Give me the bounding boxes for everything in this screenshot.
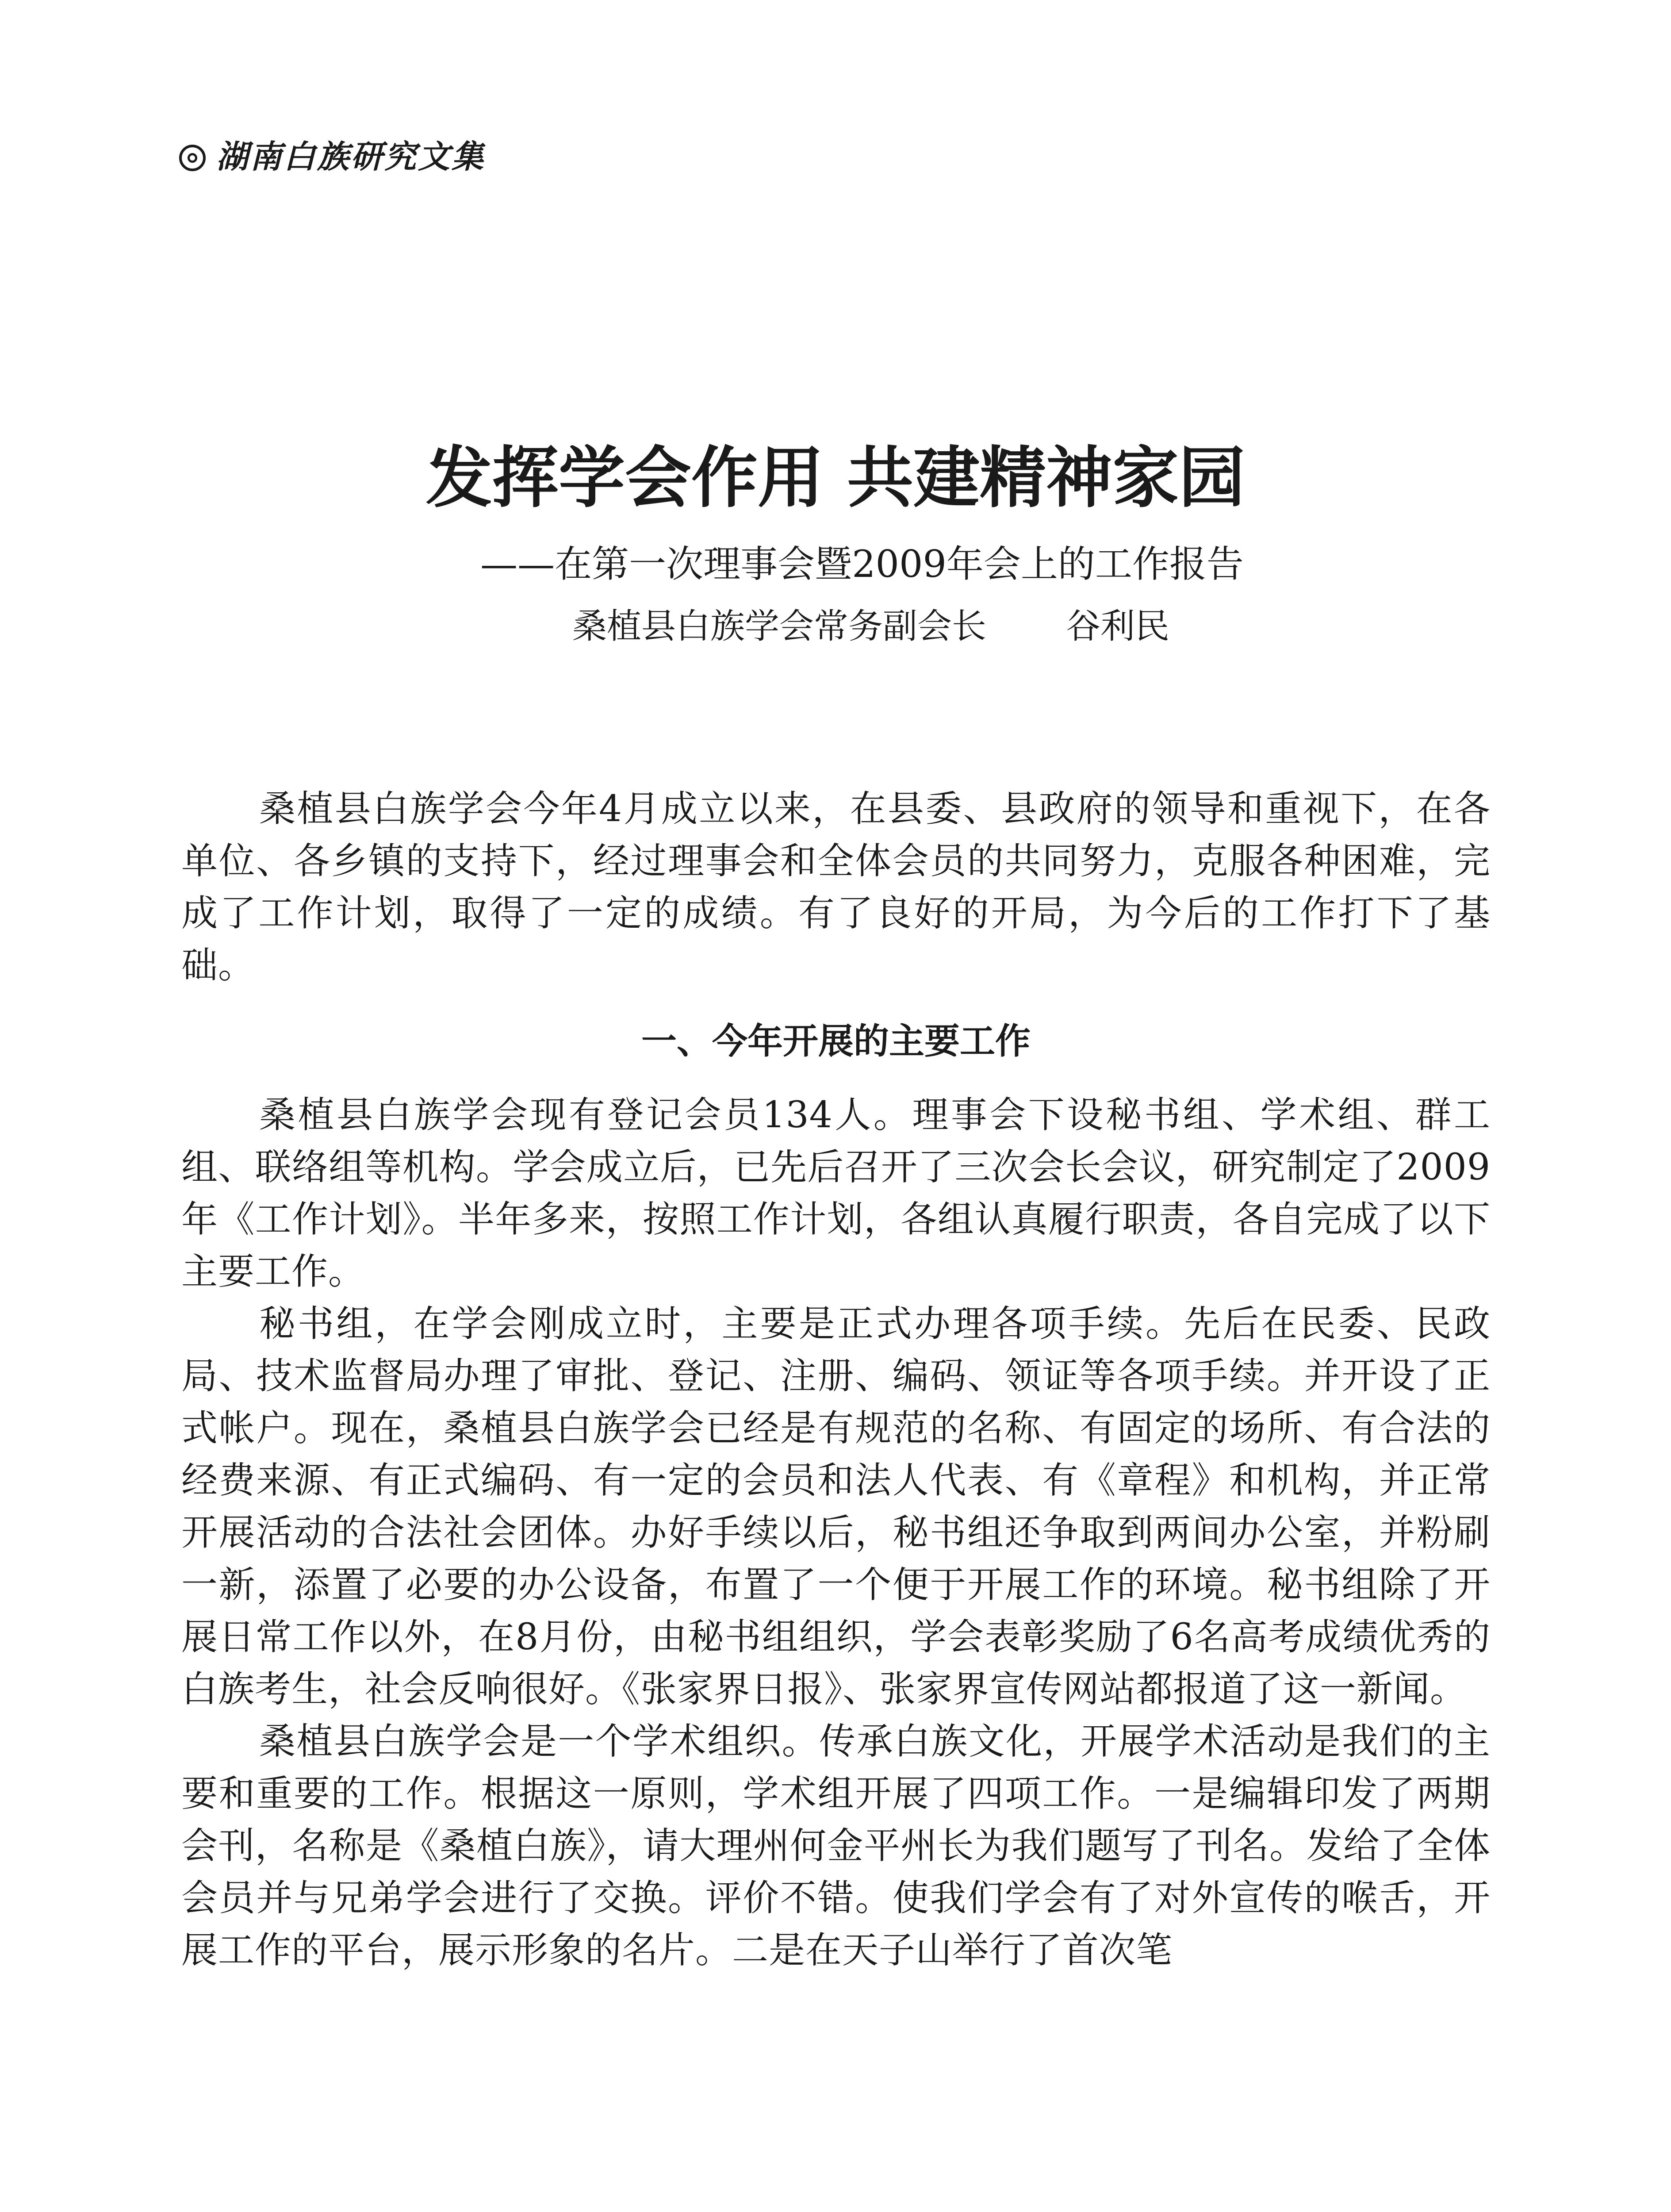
article-subtitle: ——在第一次理事会暨2009年会上的工作报告	[480, 542, 1244, 586]
series-title: 湖南白族研究文集	[216, 138, 486, 175]
author-role: 桑植县白族学会常务副会长	[572, 607, 986, 646]
body-paragraph: 桑植县白族学会是一个学术组织。传承白族文化，开展学术活动是我们的主要和重要的工作。根据这一原则，学术组开展了四项工作。一是编辑印发了两期会刊，名称是《桑植白族》，请大理州何金平州长为我们题写了刊名。发给了全体会员并与兄弟学会进行了交换。评价不错。使我们学会有了对外宣传的喉舌，开展工作的平台，展示形象的名片。二是在天子山举行了首次笔	[181, 1720, 1491, 1971]
body-paragraph: 桑植县白族学会现有登记会员134人。理事会下设秘书组、学术组、群工组、联络组等机构。学会成立后，已先后召开了三次会长会议，研究制定了2009年《工作计划》。半年多来，按照工作计划，各组认真履行职责，各自完成了以下主要工作。	[181, 1094, 1491, 1293]
section-heading: 一、今年开展的主要工作	[641, 1021, 1031, 1062]
article-body	[181, 783, 1491, 1977]
article-title: 发挥学会作用 共建精神家园	[425, 439, 1246, 517]
author-line	[0, 606, 1671, 648]
running-header	[179, 138, 486, 175]
circle-bullet-icon	[179, 145, 206, 171]
intro-paragraph: 桑植县白族学会今年4月成立以来，在县委、县政府的领导和重视下，在各单位、各乡镇的支持下，经过理事会和全体会员的共同努力，克服各种困难，完成了工作计划，取得了一定的成绩。有了良好的开局，为今后的工作打下了基础。	[181, 788, 1491, 987]
author-name: 谷利民	[1066, 607, 1170, 646]
body-paragraph: 秘书组，在学会刚成立时，主要是正式办理各项手续。先后在民委、民政局、技术监督局办理了审批、登记、注册、编码、领证等各项手续。并开设了正式帐户。现在，桑植县白族学会已经是有规范的名称、有固定的场所、有合法的经费来源、有正式编码、有一定的会员和法人代表、有《章程》和机构，并正常开展活动的合法社会团体。办好手续以后，秘书组还争取到两间办公室，并粉刷一新，添置了必要的办公设备，布置了一个便于开展工作的环境。秘书组除了开展日常工作以外，在8月份，由秘书组组织，学会表彰奖励了6名高考成绩优秀的白族考生，社会反响很好。《张家界日报》、张家界宣传网站都报道了这一新闻。	[181, 1303, 1491, 1710]
